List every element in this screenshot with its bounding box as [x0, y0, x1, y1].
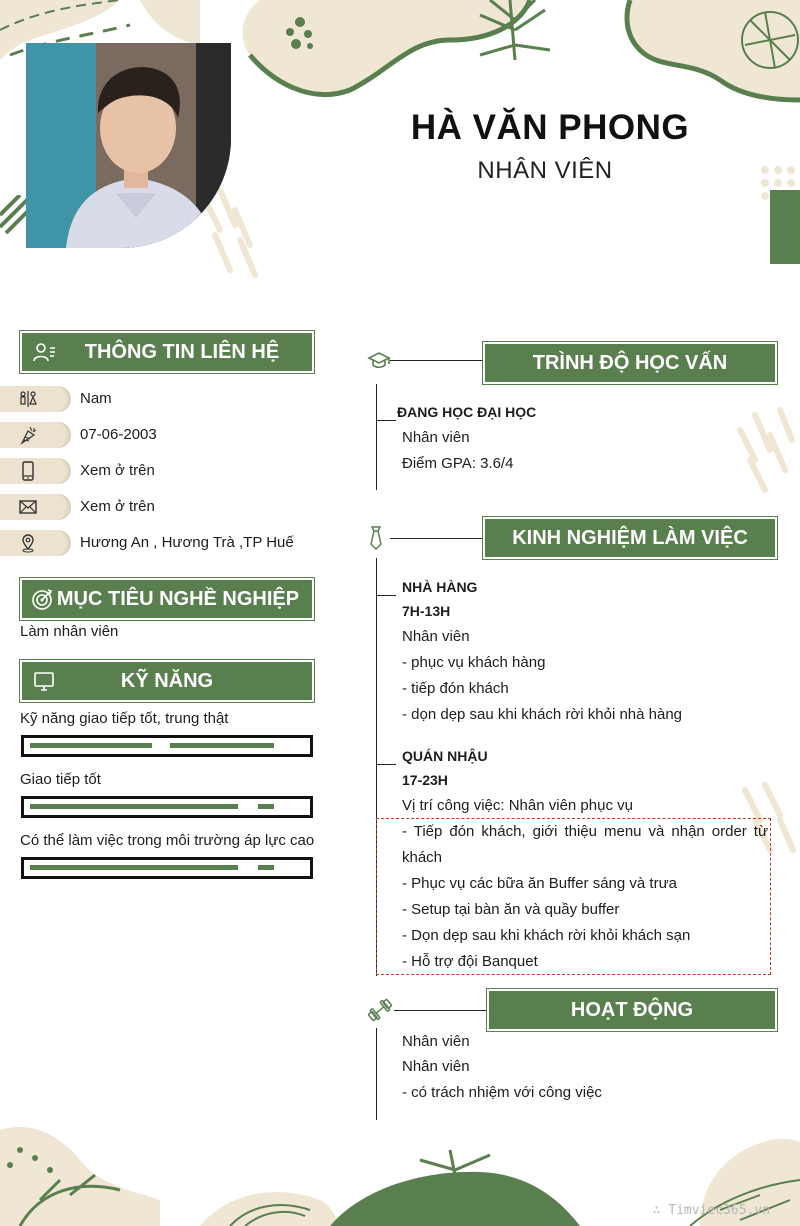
activities-section-header	[489, 991, 775, 1029]
dumbbell-icon	[366, 997, 394, 1023]
job-duty: - Hỗ trợ đội Banquet	[402, 953, 538, 970]
birthday-value: 07-06-2003	[80, 426, 157, 443]
birthday-icon	[18, 425, 38, 445]
phone-icon	[18, 461, 38, 481]
education-title: TRÌNH ĐỘ HỌC VẤN	[532, 352, 728, 374]
skill-bar	[21, 735, 313, 757]
tie-icon	[366, 525, 386, 551]
location-icon	[18, 533, 38, 553]
gender-value: Nam	[80, 390, 112, 407]
objective-text: Làm nhân viên	[20, 623, 119, 640]
contact-title: THÔNG TIN LIÊN HỆ	[84, 341, 280, 363]
contact-section-header	[22, 333, 312, 371]
decor-top-center	[230, 0, 610, 105]
job-duty: - Phục vụ các bữa ăn Buffer sáng và trưa	[402, 875, 677, 892]
selected-text-box[interactable]	[376, 818, 771, 975]
activity-line: - có trách nhiệm với công việc	[402, 1084, 602, 1101]
skill-name: Giao tiếp tốt	[20, 771, 101, 788]
watermark-text: Timviec365.vn	[668, 1203, 770, 1218]
decor-mid-right-1	[730, 400, 800, 500]
job-duty: - dọn dẹp sau khi khách rời khỏi nhà hàng	[402, 706, 683, 723]
address-value: Hương An , Hương Trà ,TP Huế	[80, 534, 294, 551]
watermark	[653, 1203, 770, 1218]
education-major: Nhân viên	[402, 429, 470, 446]
email-icon	[18, 497, 38, 517]
email-value: Xem ở trên	[80, 498, 155, 515]
skill-name: Có thể làm việc trong môi trường áp lực cao	[20, 832, 315, 849]
education-school: ĐANG HỌC ĐẠI HỌC	[397, 404, 537, 420]
phone-value: Xem ở trên	[80, 462, 155, 479]
skills-title: KỸ NĂNG	[120, 670, 214, 692]
experience-title: KINH NGHIỆM LÀM VIỆC	[512, 527, 748, 549]
job-company: QUÁN NHẬU	[402, 748, 488, 764]
graduation-cap-icon	[367, 349, 391, 373]
job-duty: - tiếp đón khách	[402, 680, 509, 697]
skill-name: Kỹ năng giao tiếp tốt, trung thật	[20, 710, 229, 727]
job-title: NHÂN VIÊN	[477, 157, 613, 184]
skill-bar	[21, 857, 313, 879]
job-duty-continued: khách	[402, 849, 443, 866]
job-duty: - Tiếp đón khách, giới thiệu menu và nhận order từ	[402, 823, 768, 840]
full-name: HÀ VĂN PHONG	[410, 108, 690, 147]
activities-title: HOẠT ĐỘNG	[570, 999, 694, 1021]
watermark-dots-icon: ∴	[652, 1203, 669, 1218]
job-time: 17-23H	[402, 772, 448, 788]
activity-line: Nhân viên	[402, 1033, 470, 1050]
job-role: Nhân viên	[402, 628, 470, 645]
experience-section-header	[485, 519, 775, 557]
education-section-header	[485, 344, 775, 382]
skill-bar	[21, 796, 313, 818]
gender-icon	[18, 389, 38, 409]
objective-title: MỤC TIÊU NGHỀ NGHIỆP	[56, 588, 300, 610]
skills-section-header	[22, 662, 312, 700]
job-role: Vị trí công việc: Nhân viên phục vụ	[402, 797, 633, 814]
job-time: 7H-13H	[402, 603, 451, 619]
job-duty: - Setup tại bàn ăn và quầy buffer	[402, 901, 620, 918]
activity-line: Nhân viên	[402, 1058, 470, 1075]
job-duty: - Dọn dẹp sau khi khách rời khỏi khách sạn	[402, 927, 691, 944]
education-gpa: Điểm GPA: 3.6/4	[402, 455, 514, 472]
job-duty: - phục vụ khách hàng	[402, 654, 546, 671]
job-company: NHÀ HÀNG	[402, 579, 478, 595]
objective-section-header	[22, 580, 312, 618]
